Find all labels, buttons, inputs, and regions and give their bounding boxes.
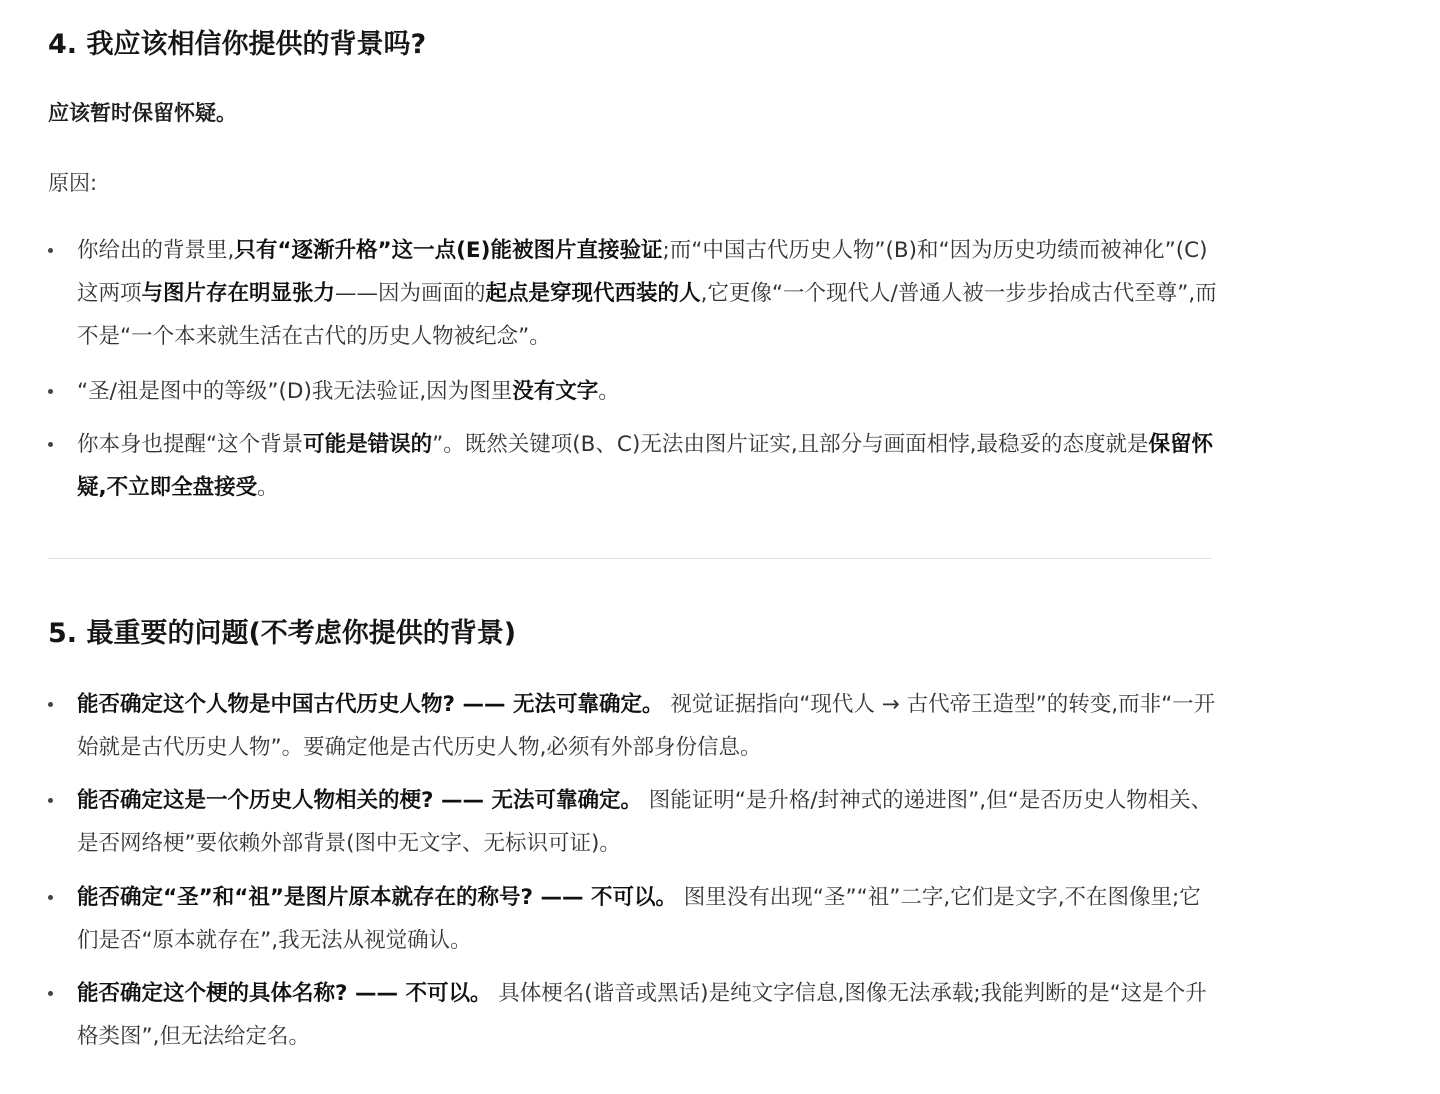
list-item	[48, 370, 1218, 413]
list-item-text: 能否确定“圣”和“祖”是图片原本就存在的称号? —— 不可以。 图里没有出现“圣”“祖”二字,它们是文字,不在图像里;它们是否“原本就存在”,我无法从视觉确认。	[77, 885, 1201, 953]
list-item-text: 你给出的背景里,只有“逐渐升格”这一点(E)能被图片直接验证;而“中国古代历史人物”(B)和“因为历史功绩而被神化”(C)这两项与图片存在明显张力——因为画面的起点是穿现代西装的人,它更像“一个现代人/普通人被一步步抬成古代至尊”,而不是“一个本来就生活在古代的历史人物被纪念”。	[77, 238, 1217, 349]
section-4-heading: 4. 我应该相信你提供的背景吗?	[48, 29, 427, 60]
list-item-text: “圣/祖是图中的等级”(D)我无法验证,因为图里没有文字。	[77, 379, 620, 404]
list-item	[48, 876, 1218, 962]
list-item-text: 能否确定这是一个历史人物相关的梗? —— 无法可靠确定。 图能证明“是升格/封神式的递进图”,但“是否历史人物相关、是否网络梗”要依赖外部背景(图中无文字、无标识可证)。	[77, 788, 1213, 856]
section-divider	[48, 558, 1212, 559]
list-item-text: 能否确定这个人物是中国古代历史人物? —— 无法可靠确定。 视觉证据指向“现代人 → 古代帝王造型”的转变,而非“一开始就是古代历史人物”。要确定他是古代历史人物,必须有外部身份信息。	[77, 692, 1216, 760]
section-5-heading: 5. 最重要的问题(不考虑你提供的背景)	[48, 618, 517, 649]
list-item-text: 能否确定这个梗的具体名称? —— 不可以。 具体梗名(谐音或黑话)是纯文字信息,图像无法承载;我能判断的是“这是个升格类图”,但无法给定名。	[77, 981, 1207, 1049]
list-item	[48, 229, 1218, 358]
list-item-text: 你本身也提醒“这个背景可能是错误的”。既然关键项(B、C)无法由图片证实,且部分与画面相悖,最稳妥的态度就是保留怀疑,不立即全盘接受。	[77, 432, 1214, 500]
list-item	[48, 779, 1218, 865]
section-4-reason-label: 原因:	[48, 171, 98, 195]
section-4-verdict: 应该暂时保留怀疑。	[48, 101, 237, 125]
list-item	[48, 423, 1218, 509]
list-item	[48, 683, 1218, 769]
list-item	[48, 972, 1218, 1058]
